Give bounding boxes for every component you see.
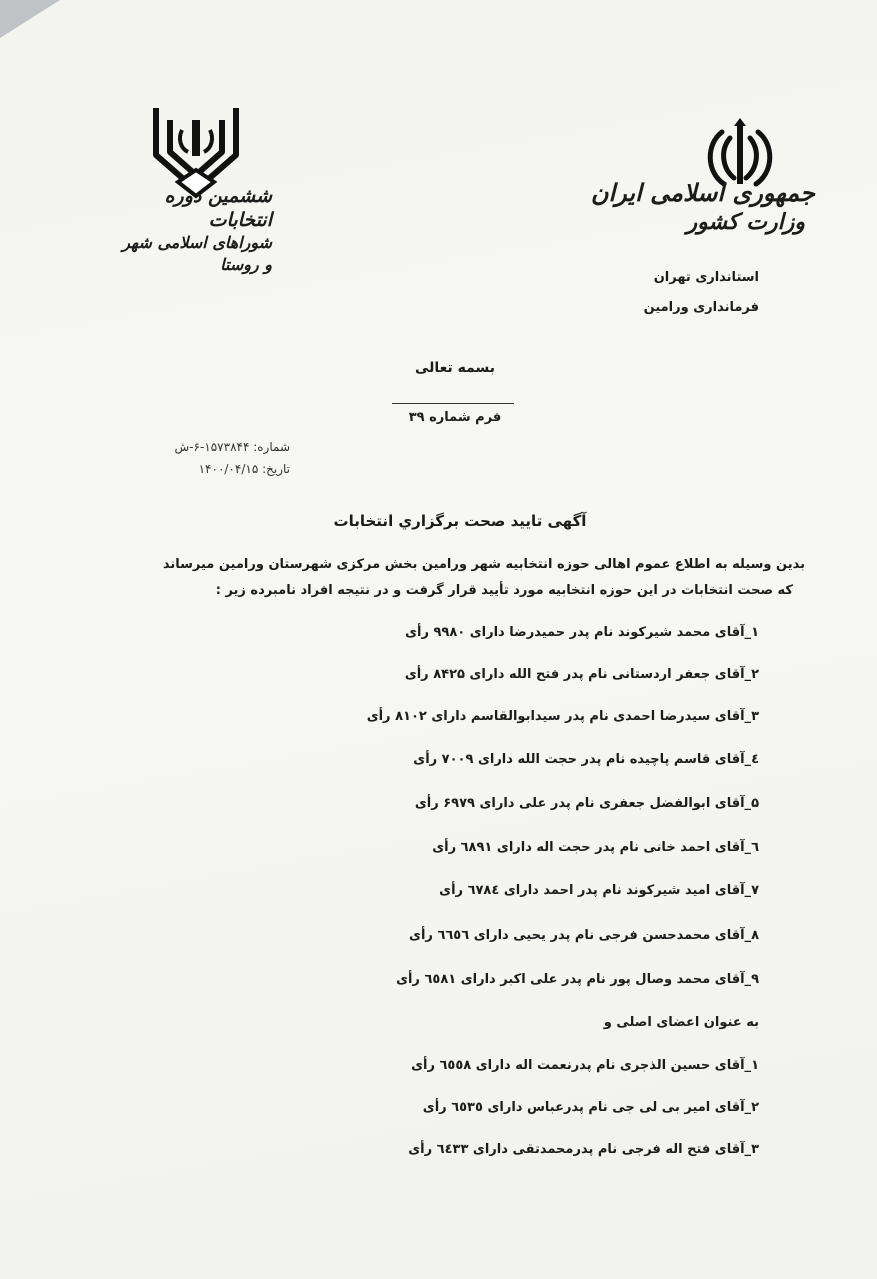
list-item: ۱_آقای محمد شیرکوند نام پدر حمیدرضا دارای ۹۹۸۰ رأی bbox=[405, 625, 759, 640]
office-county: فرمانداری ورامین bbox=[643, 300, 759, 315]
letter-number: شماره: ۱۵۷۳۸۴۴-۶-ش bbox=[174, 440, 290, 454]
list-item: ۹_آقای محمد وصال پور نام پدر علی اکبر دارای ٦٥٨١ رأی bbox=[396, 972, 759, 987]
list-item: ۸_آقای محمدحسن فرجی نام پدر یحیی دارای ٦٦٥٦ رأی bbox=[409, 928, 759, 943]
ministry-header bbox=[591, 178, 815, 236]
election-header bbox=[112, 184, 272, 276]
list-item: ۷_آقای امید شیرکوند نام پدر احمد دارای ٦٧٨٤ رأی bbox=[439, 883, 759, 898]
title-divider bbox=[392, 403, 514, 404]
list-item: ٤_آقای قاسم پاچیده نام پدر حجت الله دارای ۷۰۰۹ رأی bbox=[413, 752, 759, 767]
list-item: ۱_آقای حسین الذجری نام پدرنعمت اله دارای ٦٥٥٨ رأی bbox=[411, 1058, 759, 1073]
notice-heading: آگهی تایید صحت برگزاري انتخابات bbox=[333, 512, 587, 530]
list-item: ٦_آقای احمد خانی نام پدر حجت اله دارای ٦٨٩١ رأی bbox=[432, 840, 759, 855]
list-item: ۳_آقای سیدرضا احمدی نام پدر سیدابوالقاسم دارای ۸۱۰۲ رأی bbox=[366, 709, 759, 724]
list-item: ۲_آقای امیر بی لی جی نام پدرعباس دارای ٦٥٣٥ رأی bbox=[422, 1100, 759, 1115]
list-item: ۵_آقای ابوالفضل جعفری نام پدر علی دارای ۶۹۷۹ رأی bbox=[414, 796, 759, 811]
country-name: جمهوری اسلامی ایران bbox=[590, 178, 815, 207]
intro-line-1: بدین وسیله به اطلاع عموم اهالی حوزه انتخابیه شهر ورامین بخش مرکزی شهرستان ورامین میرساند bbox=[162, 557, 805, 572]
election-council: شوراهای اسلامی شهر و روستا bbox=[122, 233, 272, 274]
document-title: بسمه تعالی bbox=[414, 360, 496, 376]
election-period: ششمین دوره انتخابات bbox=[164, 185, 272, 231]
office-province: استانداری تهران bbox=[653, 270, 759, 285]
list-item: ۲_آقای جعفر اردستانی نام پدر فتح الله دارای ۸۴۲۵ رأی bbox=[404, 667, 759, 682]
letter-date: تاریخ: ۱۴۰۰/۰۴/۱۵ bbox=[198, 462, 290, 476]
intro-line-2: که صحت انتخابات در این حوزه انتخابیه مورد تأیید قرار گرفت و در نتیجه افراد نامبرده زیر : bbox=[215, 583, 793, 598]
ministry-name: وزارت کشور bbox=[686, 209, 805, 235]
list-item: ۳_آقای فتح اله فرجی نام پدرمحمدتقی دارای ٦٤٣٣ رأی bbox=[408, 1142, 759, 1157]
main-members-caption: به عنوان اعضای اصلی و bbox=[603, 1015, 759, 1030]
page-corner bbox=[0, 0, 60, 38]
form-number: فرم شماره ۳۹ bbox=[408, 410, 502, 425]
